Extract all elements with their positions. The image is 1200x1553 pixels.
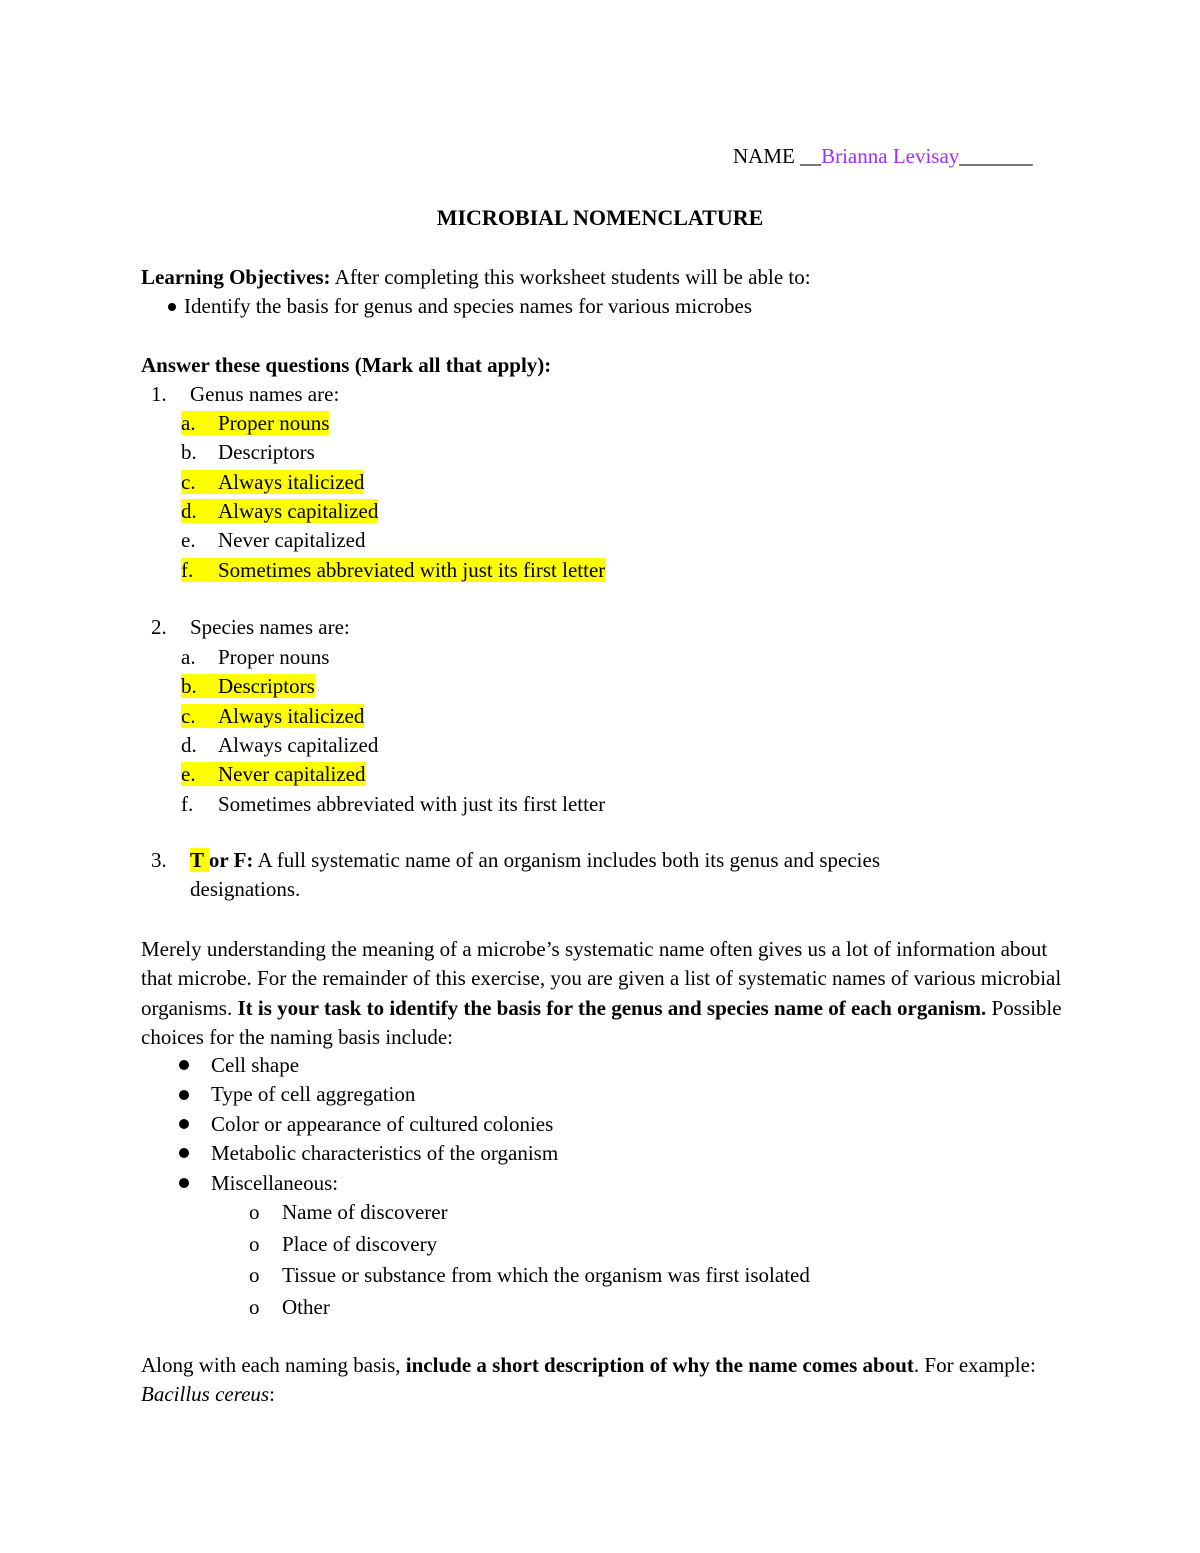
bullet-icon	[179, 1119, 189, 1129]
basis-item	[179, 1080, 415, 1110]
circle-bullet-icon: o	[249, 1263, 260, 1287]
option-content	[181, 792, 605, 816]
q2-option	[181, 731, 378, 760]
q1-option	[181, 556, 605, 585]
misc-item	[249, 1293, 330, 1323]
closing-paragraph	[141, 1351, 1071, 1410]
option-content	[181, 470, 364, 494]
q3-statement: A full systematic name of an organism includes both its genus and species	[253, 848, 880, 872]
option-text: Always italicized	[218, 703, 365, 728]
q2-prompt: Species names are:	[190, 615, 350, 639]
basis-text: Miscellaneous:	[211, 1170, 339, 1195]
closing-text-3: :	[269, 1382, 275, 1407]
option-letter: d.	[181, 732, 197, 757]
option-content	[181, 704, 364, 728]
option-content	[181, 499, 378, 523]
q3-line-1	[190, 846, 880, 875]
closing-text-2: . For example:	[913, 1353, 1036, 1377]
q1-option	[181, 468, 364, 497]
option-letter: c.	[181, 469, 196, 494]
option-letter: f.	[181, 557, 194, 582]
q1-option	[181, 526, 366, 555]
circle-bullet-icon: o	[249, 1231, 260, 1256]
student-name: Brianna Levisay	[821, 144, 960, 168]
q1-option	[181, 497, 378, 526]
option-letter: e.	[181, 762, 196, 787]
name-field	[733, 142, 1033, 171]
page-title: MICROBIAL NOMENCLATURE	[436, 205, 764, 230]
option-text: Always capitalized	[218, 498, 379, 523]
q1-number: 1.	[151, 382, 167, 406]
objective-bullet	[168, 292, 752, 321]
q3-answer-true: T	[190, 848, 209, 872]
option-text: Always italicized	[218, 469, 365, 494]
option-letter: a.	[181, 411, 196, 435]
option-text: Sometimes abbreviated with just its first letter	[218, 557, 606, 582]
basis-item	[179, 1169, 338, 1199]
option-content	[181, 411, 329, 435]
misc-item	[249, 1261, 810, 1291]
option-letter: a.	[181, 645, 196, 669]
option-content	[181, 528, 366, 552]
learning-objectives	[141, 263, 811, 292]
q2-option	[181, 702, 364, 731]
q3-line-2: designations.	[190, 877, 301, 901]
q3-number: 3.	[151, 848, 167, 872]
example-organism: Bacillus cereus	[141, 1382, 270, 1407]
q2-option	[181, 672, 315, 701]
q1-prompt: Genus names are:	[190, 382, 340, 406]
option-letter: f.	[181, 791, 194, 816]
misc-item	[249, 1198, 448, 1228]
option-text: Never capitalized	[218, 762, 366, 787]
q1-option	[181, 438, 315, 467]
option-text: Always capitalized	[218, 732, 379, 757]
q2-option	[181, 643, 329, 672]
option-content	[181, 762, 366, 786]
instructions-paragraph	[141, 935, 1071, 1052]
option-text: Proper nouns	[218, 411, 330, 435]
option-text: Sometimes abbreviated with just its first letter	[218, 791, 606, 816]
option-letter: e.	[181, 528, 196, 553]
paragraph-bold: It is your task to identify the basis for the genus and species name of each organism.	[237, 995, 987, 1020]
basis-item	[179, 1051, 299, 1081]
questions-heading: Answer these questions (Mark all that apply):	[141, 353, 552, 377]
basis-text: Color or appearance of cultured colonies	[211, 1111, 554, 1136]
option-content	[181, 674, 315, 698]
bullet-icon	[179, 1148, 189, 1158]
learning-objectives-label: Learning Objectives:	[141, 265, 331, 289]
paragraph-text-1: Merely understanding the meaning of a microbe’s systematic name often gives us a lot of information about that microbe. For the remainder of this exercise, you are given a list of systematic names of various microbial organisms.	[141, 937, 1062, 1020]
basis-text: Cell shape	[211, 1053, 300, 1077]
q2-option	[181, 760, 366, 789]
option-letter: d.	[181, 498, 197, 523]
q3-or-f: or F:	[208, 848, 254, 872]
basis-item	[179, 1139, 558, 1169]
option-content	[181, 440, 315, 464]
learning-objectives-text: After completing this worksheet students will be able to:	[330, 265, 811, 289]
misc-item	[249, 1230, 437, 1260]
bullet-icon	[179, 1090, 189, 1100]
objective-text: Identify the basis for genus and species names for various microbes	[184, 294, 753, 318]
misc-text: Place of discovery	[282, 1231, 438, 1256]
q2-number: 2.	[151, 615, 167, 639]
basis-text: Metabolic characteristics of the organism	[211, 1141, 559, 1166]
option-content	[181, 645, 329, 669]
q2-option	[181, 790, 605, 819]
option-text: Descriptors	[218, 674, 315, 699]
basis-text: Type of cell aggregation	[211, 1082, 416, 1107]
closing-text-1: Along with each naming basis,	[141, 1353, 406, 1377]
basis-item	[179, 1110, 553, 1140]
name-label: NAME __	[733, 144, 822, 168]
option-text: Descriptors	[218, 440, 315, 465]
circle-bullet-icon: o	[249, 1200, 260, 1224]
bullet-icon	[168, 303, 176, 311]
misc-text: Other	[282, 1294, 330, 1319]
paragraph-text-2: Possible choices for the naming basis include:	[141, 995, 1062, 1049]
option-letter: b.	[181, 440, 197, 465]
name-underline: _______	[959, 144, 1033, 168]
bullet-icon	[179, 1060, 189, 1070]
option-letter: c.	[181, 703, 196, 728]
option-text: Never capitalized	[218, 528, 366, 553]
option-text: Proper nouns	[218, 645, 330, 669]
misc-text: Name of discoverer	[282, 1200, 448, 1224]
option-content	[181, 733, 378, 757]
q1-option	[181, 409, 329, 438]
circle-bullet-icon: o	[249, 1294, 260, 1319]
option-letter: b.	[181, 674, 197, 699]
option-content	[181, 558, 605, 582]
closing-bold: include a short description of why the name comes about	[405, 1353, 914, 1377]
misc-text: Tissue or substance from which the organism was first isolated	[282, 1263, 810, 1287]
bullet-icon	[179, 1178, 189, 1188]
